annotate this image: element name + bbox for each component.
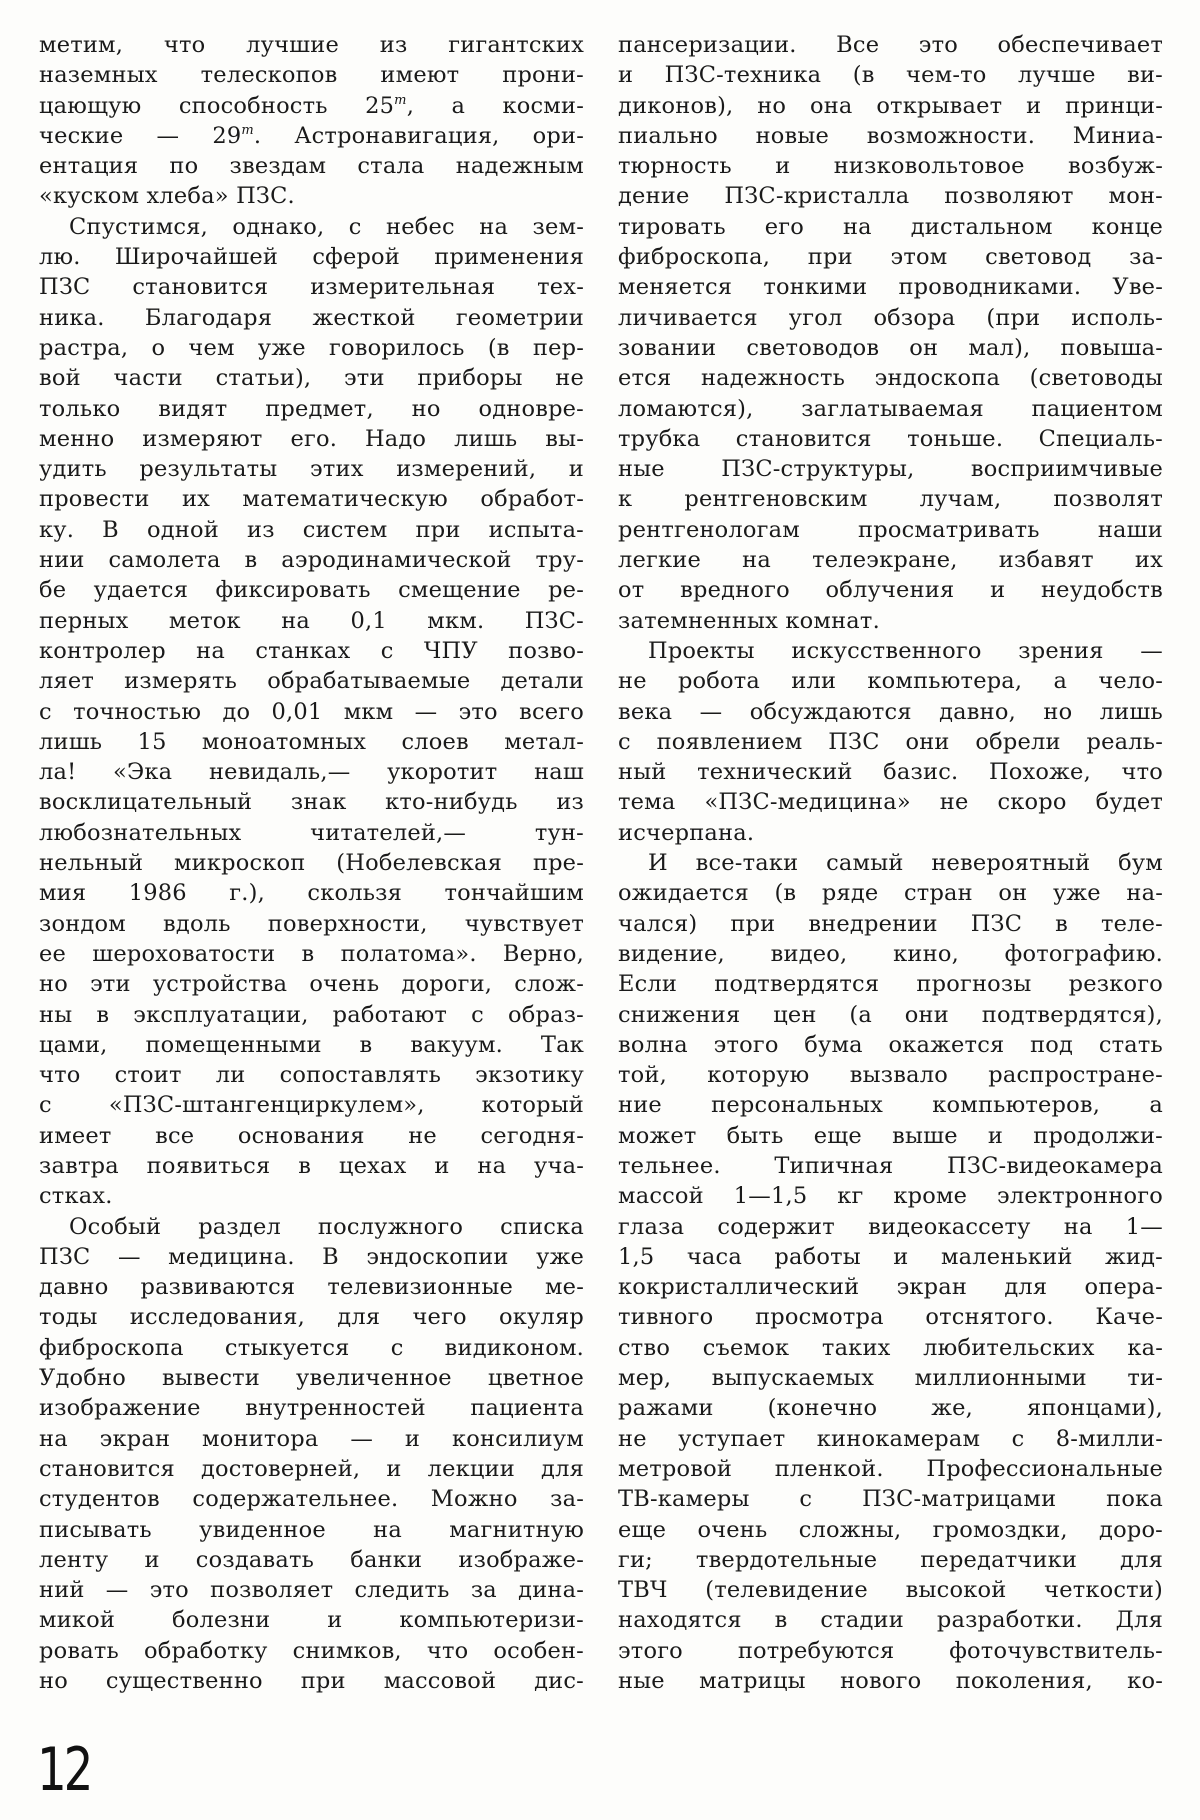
text-line: ПЗС — медицина. В эндоскопии уже [39, 1243, 584, 1270]
text-line: находятся в стадии разработки. Для [618, 1607, 1163, 1634]
text-line: не уступает кинокамерам с 8-милли- [618, 1425, 1163, 1452]
text-line: Особый раздел послужного списка [69, 1213, 584, 1240]
text-line: ника. Благодаря жесткой геометрии [39, 304, 584, 331]
text-line: Проекты искусственного зрения — [648, 637, 1163, 664]
text-line: зовании световодов он мал), повыша- [618, 334, 1163, 361]
text-line: исчерпана. [618, 819, 755, 846]
text-line: видение, видео, кино, фотографию. [618, 940, 1163, 967]
text-line: перных меток на 0,1 мкм. ПЗС- [39, 607, 584, 634]
text-line: студентов содержательнее. Можно за- [39, 1486, 584, 1513]
text-line: ПЗС становится измерительная тех- [39, 274, 584, 301]
text-line: мия 1986 г.), скользя тончайшим [39, 880, 584, 907]
text-line: провести их математическую обработ- [39, 486, 584, 513]
text-line: вой части статьи), эти приборы не [39, 365, 584, 392]
text-line: ленту и создавать банки изображе- [39, 1546, 584, 1573]
text-line: наземных телескопов имеют прони- [39, 62, 584, 89]
text-line: может быть еще выше и продолжи- [618, 1122, 1163, 1149]
text-line: ку. В одной из систем при испыта- [39, 516, 584, 543]
text-line: удить результаты этих измерений, и [39, 456, 584, 483]
text-line: снижения цен (а они подтвердятся), [618, 1001, 1163, 1028]
text-line: нельный микроскоп (Нобелевская пре- [39, 850, 584, 877]
text-line: века — обсуждаются давно, но лишь [618, 698, 1163, 725]
text-line: ний — это позволяет следить за дина- [39, 1577, 584, 1604]
text-line: бе удается фиксировать смещение ре- [39, 577, 584, 604]
text-line: имеет все основания не сегодня- [39, 1122, 584, 1149]
text-line: цами, помещенными в вакуум. Так [39, 1031, 584, 1058]
text-line: не робота или компьютера, а чело- [618, 668, 1163, 695]
text-line: изображение внутренностей пациента [39, 1395, 584, 1422]
text-line: ный технический базис. Похоже, что [618, 759, 1163, 786]
text-line: любознательных читателей,— тун- [39, 819, 584, 846]
page-number: 12 [37, 1735, 91, 1805]
text-line: легкие на телеэкране, избавят их [618, 547, 1163, 574]
text-line: цающую способность 25$^m$, а косми- [39, 92, 584, 119]
text-line: ство съемок таких любительских ка- [618, 1334, 1163, 1361]
text-line: еще очень сложны, громоздки, доро- [618, 1516, 1163, 1543]
text-line: трубка становится тоньше. Специаль- [618, 425, 1163, 452]
text-line: метим, что лучшие из гигантских [39, 32, 584, 58]
text-line: той, которую вызвало распростране- [618, 1062, 1163, 1089]
text-line: этого потребуются фоточувствитель- [618, 1637, 1163, 1664]
text-line: ные матрицы нового поколения, ко- [618, 1668, 1163, 1695]
text-line: волна этого бума окажется под стать [618, 1031, 1163, 1058]
text-line: кокристаллический экран для опера- [618, 1274, 1163, 1301]
text-line: ровать обработку снимков, что особен- [39, 1637, 584, 1664]
text-line: тоды исследования, для чего окуляр [39, 1304, 584, 1331]
text-line: дение ПЗС-кристалла позволяют мон- [618, 183, 1163, 210]
text-line: ны в эксплуатации, работают с образ- [39, 1001, 584, 1028]
text-line: ражами (конечно же, японцами), [618, 1395, 1163, 1422]
text-line: фиброскопа, при этом световод за- [618, 244, 1163, 271]
text-line: диконов), но она открывает и принци- [618, 92, 1163, 119]
text-line: к рентгеновским лучам, позволят [618, 486, 1163, 513]
text-line: ние персональных компьютеров, а [618, 1092, 1163, 1119]
text-line: тюрность и низковольтовое возбуж- [618, 153, 1163, 180]
text-line: нии самолета в аэродинамической тру- [39, 547, 584, 574]
text-line: ла! «Эка невидаль,— укоротит наш [39, 759, 584, 786]
text-line: зондом вдоль поверхности, чувствует [39, 910, 584, 937]
text-line: мер, выпускаемых миллионными ти- [618, 1365, 1163, 1392]
text-line: пансеризации. Все это обеспечивает [618, 32, 1163, 58]
text-line: «куском хлеба» ПЗС. [39, 183, 295, 210]
text-line: Спустимся, однако, с небес на зем- [69, 213, 584, 240]
text-line: массой 1—1,5 кг кроме электронного [618, 1183, 1163, 1210]
text-line: фиброскопа стыкуется с видиконом. [39, 1334, 584, 1361]
text-line: и ПЗС-техника (в чем-то лучше ви- [618, 62, 1163, 89]
text-column-left [39, 30, 584, 1696]
text-line: 1,5 часа работы и маленький жид- [618, 1243, 1163, 1270]
magnitude-superscript: m [394, 92, 407, 108]
text-line: что стоит ли сопоставлять экзотику [39, 1062, 584, 1089]
text-line: но эти устройства очень дороги, слож- [39, 971, 584, 998]
magnitude-superscript: m [241, 122, 254, 138]
text-line: тема «ПЗС-медицина» не скоро будет [618, 789, 1163, 816]
text-line: на экран монитора — и консилиум [39, 1425, 584, 1452]
text-line: ентация по звездам стала надежным [39, 153, 584, 180]
text-line: лишь 15 моноатомных слоев метал- [39, 728, 584, 755]
text-line: ТВ-камеры с ПЗС-матрицами пока [618, 1486, 1163, 1513]
text-line: глаза содержит видеокассету на 1— [618, 1213, 1163, 1240]
text-line: лю. Широчайшей сферой применения [39, 244, 584, 271]
text-line: от вредного облучения и неудобств [618, 577, 1163, 604]
text-line: затемненных комнат. [618, 607, 880, 634]
text-line: завтра появиться в цехах и на уча- [39, 1152, 584, 1179]
text-line: восклицательный знак кто-нибудь из [39, 789, 584, 816]
text-line: с «ПЗС-штангенциркулем», который [39, 1092, 584, 1119]
text-line: тельнее. Типичная ПЗС-видеокамера [618, 1152, 1163, 1179]
text-line: пиально новые возможности. Миниа- [618, 122, 1163, 149]
text-line: ее шероховатости в полатома». Верно, [39, 940, 584, 967]
text-line: ляет измерять обрабатываемые детали [39, 668, 584, 695]
text-line: контролер на станках с ЧПУ позво- [39, 637, 584, 664]
text-line: Если подтвердятся прогнозы резкого [618, 971, 1163, 998]
text-line: ные ПЗС-структуры, восприимчивые [618, 456, 1163, 483]
text-line: метровой пленкой. Профессиональные [618, 1455, 1163, 1482]
text-line: тировать его на дистальном конце [618, 213, 1163, 240]
text-line: растра, о чем уже говорилось (в пер- [39, 334, 584, 361]
text-line: ги; твердотельные передатчики для [618, 1546, 1163, 1573]
text-line: ТВЧ (телевидение высокой четкости) [618, 1577, 1163, 1604]
text-line: давно развиваются телевизионные ме- [39, 1274, 584, 1301]
text-line: только видят предмет, но одновре- [39, 395, 584, 422]
text-line: ожидается (в ряде стран он уже на- [618, 880, 1163, 907]
text-line: рентгенологам просматривать наши [618, 516, 1163, 543]
text-line: писывать увиденное на магнитную [39, 1516, 584, 1543]
text-column-right [618, 30, 1163, 1696]
text-line: ческие — 29$^m$. Астронавигация, ори- [39, 122, 584, 149]
text-line: с точностью до 0,01 мкм — это всего [39, 698, 584, 725]
text-line: чался) при внедрении ПЗС в теле- [618, 910, 1163, 937]
text-line: становится достоверней, и лекции для [39, 1455, 584, 1482]
text-line: микой болезни и компьютеризи- [39, 1607, 584, 1634]
text-line: ломаются), заглатываемая пациентом [618, 395, 1163, 422]
text-line: с появлением ПЗС они обрели реаль- [618, 728, 1163, 755]
text-line: менно измеряют его. Надо лишь вы- [39, 425, 584, 452]
text-line: И все-таки самый невероятный бум [648, 850, 1163, 877]
text-line: личивается угол обзора (при исполь- [618, 304, 1163, 331]
text-line: ется надежность эндоскопа (световоды [618, 365, 1163, 392]
text-line: меняется тонкими проводниками. Уве- [618, 274, 1163, 301]
text-line: стках. [39, 1183, 113, 1210]
text-line: Удобно вывести увеличенное цветное [39, 1365, 584, 1392]
text-line: тивного просмотра отснятого. Каче- [618, 1304, 1163, 1331]
text-line: но существенно при массовой дис- [39, 1668, 584, 1695]
